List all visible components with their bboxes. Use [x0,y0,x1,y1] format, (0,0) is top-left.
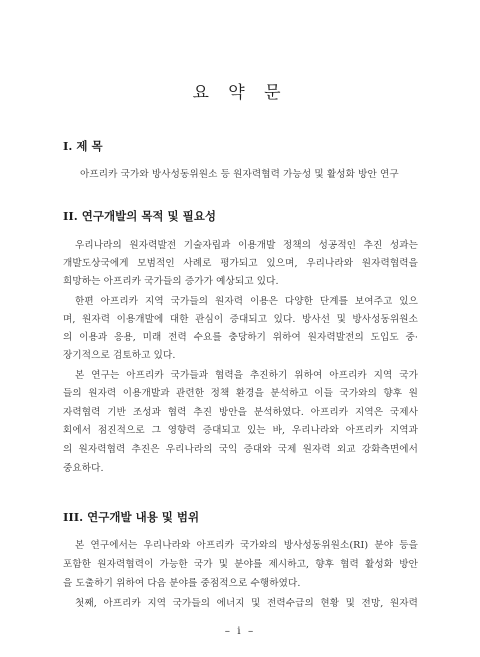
paragraph-line: 들의 원자력 이용개발과 관련한 정책 환경을 분석하고 이들 국가와의 향후 원 [63,388,418,399]
paragraph-line: 희망하는 아프리카 국가들의 증가가 예상되고 있다. [63,276,279,287]
paragraph-line: 본 연구는 아프리카 국가들과 협력을 추진하기 위하여 아프리카 지역 국가 [75,370,418,381]
paragraph-line: 개발도상국에게 모범적인 사례로 평가되고 있으며, 우리나라와 원자력협력을 [63,258,418,269]
paragraph-line: 한편 아프리카 지역 국가들의 원자력 이용은 다양한 단계를 보여주고 있으 [75,296,418,307]
paragraph-line: 의 원자력협력 추진은 우리나라의 국익 증대와 국제 원자력 외교 강화측면에서 [63,444,418,455]
paragraph-line: 며, 원자력 이용개발에 대한 관심이 증대되고 있다. 방사선 및 방사성동위원소 [63,314,418,325]
paragraph-line: 의 이용과 응용, 미래 전력 수요를 충당하기 위하여 원자력발전의 도입도 중· [63,332,418,343]
page-number: – i – [224,625,256,637]
paragraph-line: 포함한 원자력협력이 가능한 국가 및 분야를 제시하고, 향후 협력 활성화 방안 [63,559,418,570]
paragraph-line: 을 도출하기 위하여 다음 분야를 중점적으로 수행하였다. [63,578,301,589]
paragraph-line: 회에서 점진적으로 그 영향력 증대되고 있는 바, 우리나라와 아프리카 지역과 [63,425,418,436]
section-heading-3: III. 연구개발 내용 및 범위 [63,510,200,524]
paragraph-line: 첫째, 아프리카 지역 국가들의 에너지 및 전력수급의 현황 및 전망, 원자력 [75,598,418,609]
paragraph-line: 중요하다. [63,463,104,474]
section-heading-1: I. 제 목 [63,139,103,153]
paragraph-line: 장기적으로 검토하고 있다. [63,350,176,361]
paragraph-line: 우리나라의 원자력발전 기술자립과 이용개발 정책의 성공적인 추진 성과는 [75,240,418,251]
paragraph-line: 본 연구에서는 우리나라와 아프리카 국가와의 방사성동위원소(RI) 분야 등을 [75,540,418,551]
section-heading-2: II. 연구개발의 목적 및 필요성 [63,209,216,223]
paragraph-line: 아프리카 국가와 방사성동위원소 등 원자력협력 가능성 및 활성화 방안 연구 [80,169,399,180]
page-title: 요 약 문 [192,83,288,103]
paragraph-line: 자력협력 기반 조성과 협력 추진 방안을 분석하였다. 아프리카 지역은 국제사 [63,407,418,418]
